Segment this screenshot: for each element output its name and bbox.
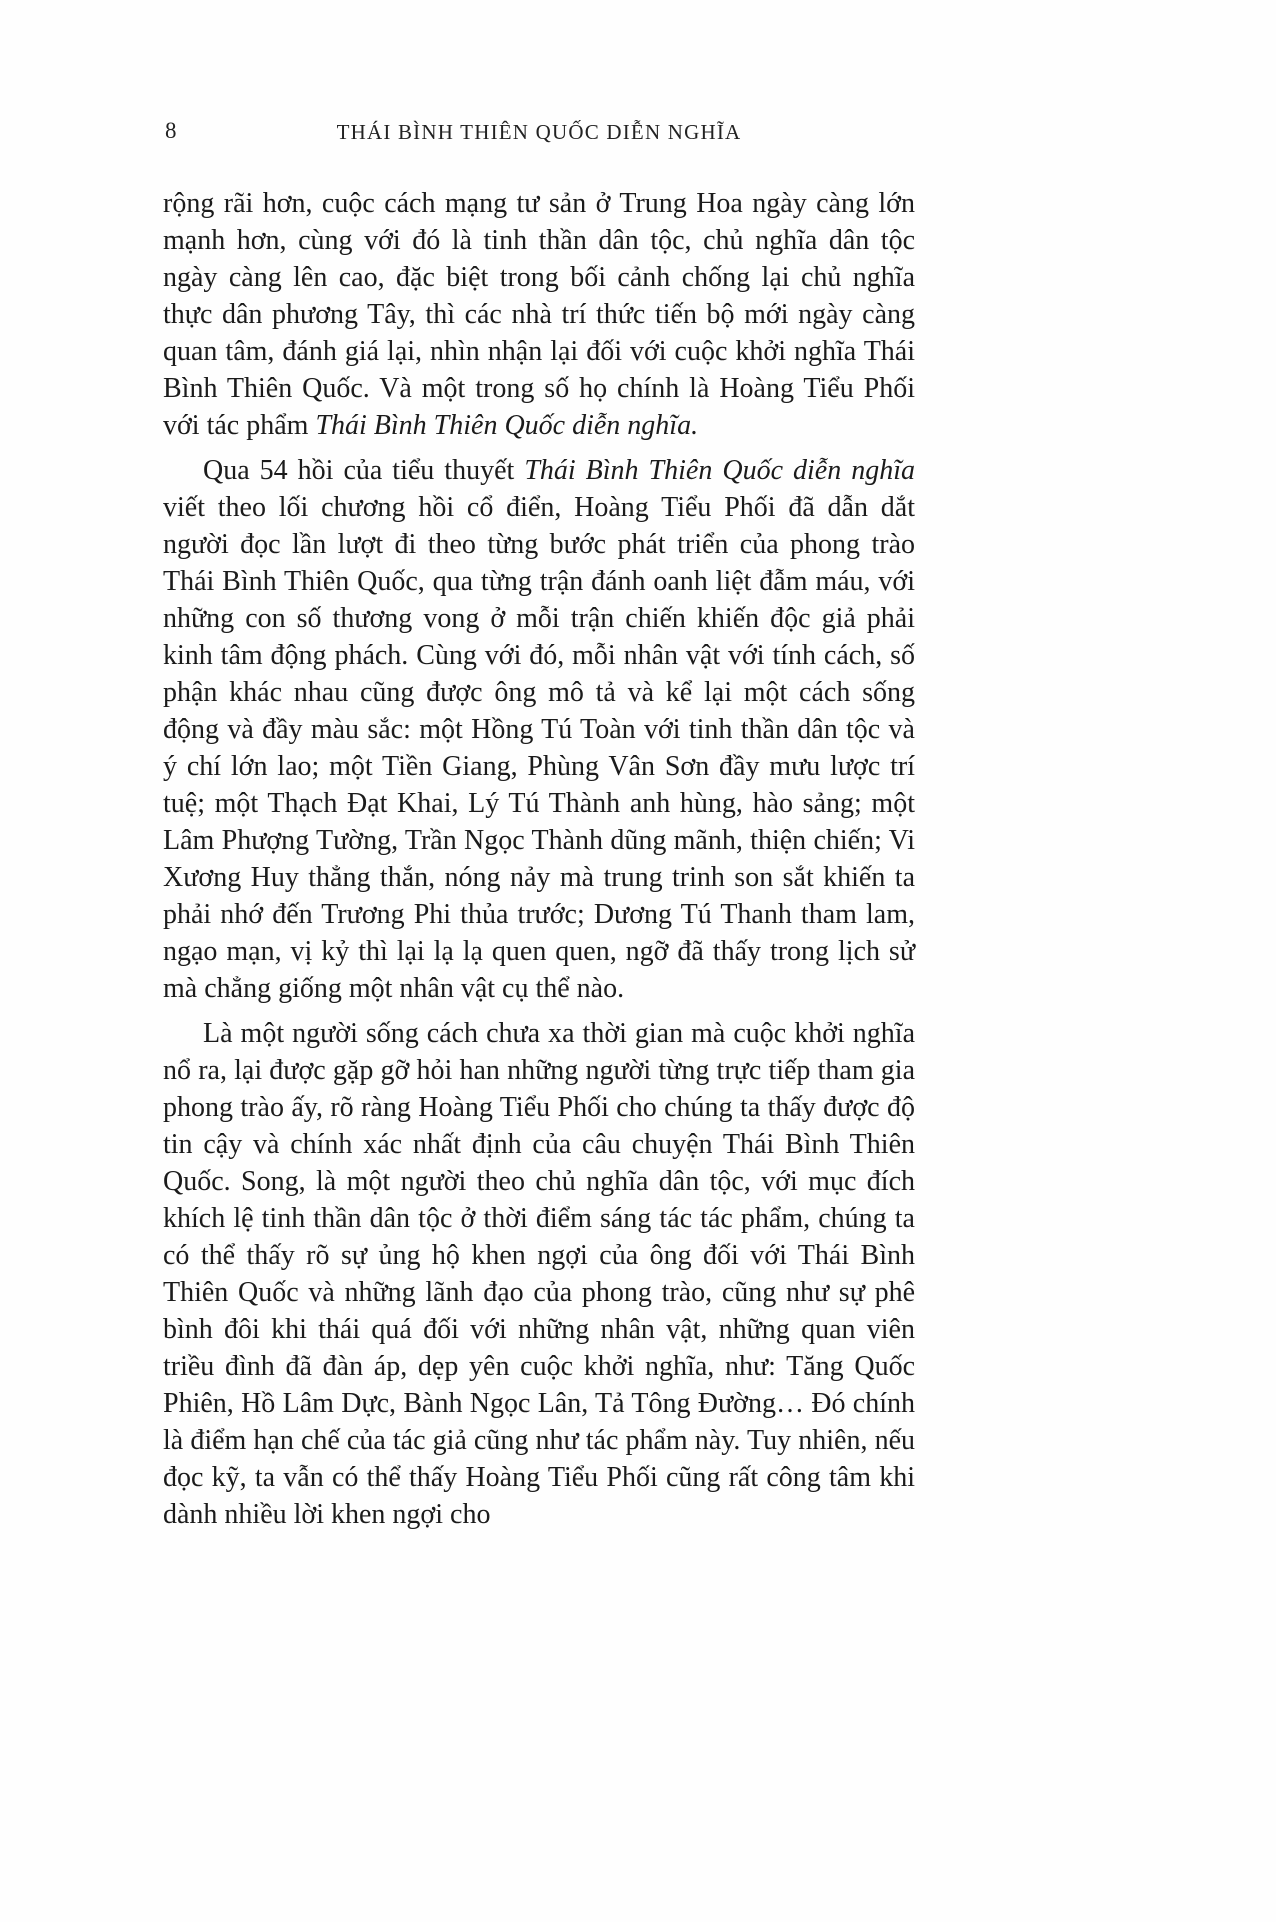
paragraph-2 <box>163 452 915 1007</box>
paragraph-1 <box>163 185 915 444</box>
book-title-italic: Thái Bình Thiên Quốc diễn nghĩa <box>524 455 915 486</box>
paragraph-1-text: rộng rãi hơn, cuộc cách mạng tư sản ở Trung Hoa ngày càng lớn mạnh hơn, cùng với đó là tinh thần dân tộc, chủ nghĩa dân tộc ngày càng lên cao, đặc biệt trong bối cảnh chống lại chủ nghĩa thực dân phương Tây, thì các nhà trí thức tiến bộ mới ngày càng quan tâm, đánh giá lại, nhìn nhận lại đối với cuộc khởi nghĩa Thái Bình Thiên Quốc. Và một trong số họ chính là Hoàng Tiểu Phối với tác phẩm <box>163 188 915 441</box>
page-header <box>163 118 915 152</box>
body-text <box>163 185 915 1533</box>
book-title-italic: Thái Bình Thiên Quốc diễn nghĩa. <box>315 410 699 441</box>
running-header: THÁI BÌNH THIÊN QUỐC DIỄN NGHĨA <box>336 120 742 144</box>
page-number: 8 <box>165 118 177 143</box>
paragraph-2-text-rest: viết theo lối chương hồi cổ điển, Hoàng Tiểu Phối đã dẫn dắt người đọc lần lượt đi theo từng bước phát triển của phong trào Thái Bình Thiên Quốc, qua từng trận đánh oanh liệt đẫm máu, với những con số thương vong ở mỗi trận chiến khiến độc giả phải kinh tâm động phách. Cùng với đó, mỗi nhân vật với tính cách, số phận khác nhau cũng được ông mô tả và kể lại một cách sống động và đầy màu sắc: một Hồng Tú Toàn với tinh thần dân tộc và ý chí lớn lao; một Tiền Giang, Phùng Vân Sơn đầy mưu lược trí tuệ; một Thạch Đạt Khai, Lý Tú Thành anh hùng, hào sảng; một Lâm Phượng Tường, Trần Ngọc Thành dũng mãnh, thiện chiến; Vi Xương Huy thẳng thắn, nóng nảy mà trung trinh son sắt khiến ta phải nhớ đến Trương Phi thủa trước; Dương Tú Thanh tham lam, ngạo mạn, vị kỷ thì lại lạ lạ quen quen, ngỡ đã thấy trong lịch sử mà chẳng giống một nhân vật cụ thể nào. <box>163 492 915 1004</box>
paragraph-3 <box>163 1015 915 1533</box>
paragraph-3-text: Là một người sống cách chưa xa thời gian mà cuộc khởi nghĩa nổ ra, lại được gặp gỡ hỏi han những người từng trực tiếp tham gia phong trào ấy, rõ ràng Hoàng Tiểu Phối cho chúng ta thấy được độ tin cậy và chính xác nhất định của câu chuyện Thái Bình Thiên Quốc. Song, là một người theo chủ nghĩa dân tộc, với mục đích khích lệ tinh thần dân tộc ở thời điểm sáng tác tác phẩm, chúng ta có thể thấy rõ sự ủng hộ khen ngợi của ông đối với Thái Bình Thiên Quốc và những lãnh đạo của phong trào, cũng như sự phê bình đôi khi thái quá đối với những nhân vật, những quan viên triều đình đã đàn áp, dẹp yên cuộc khởi nghĩa, như: Tăng Quốc Phiên, Hồ Lâm Dực, Bành Ngọc Lân, Tả Tông Đường… Đó chính là điểm hạn chế của tác giả cũng như tác phẩm này. Tuy nhiên, nếu đọc kỹ, ta vẫn có thể thấy Hoàng Tiểu Phối cũng rất công tâm khi dành nhiều lời khen ngợi cho <box>163 1018 915 1530</box>
paragraph-2-text-lead: Qua 54 hồi của tiểu thuyết <box>203 455 525 486</box>
text-block <box>163 118 915 1533</box>
